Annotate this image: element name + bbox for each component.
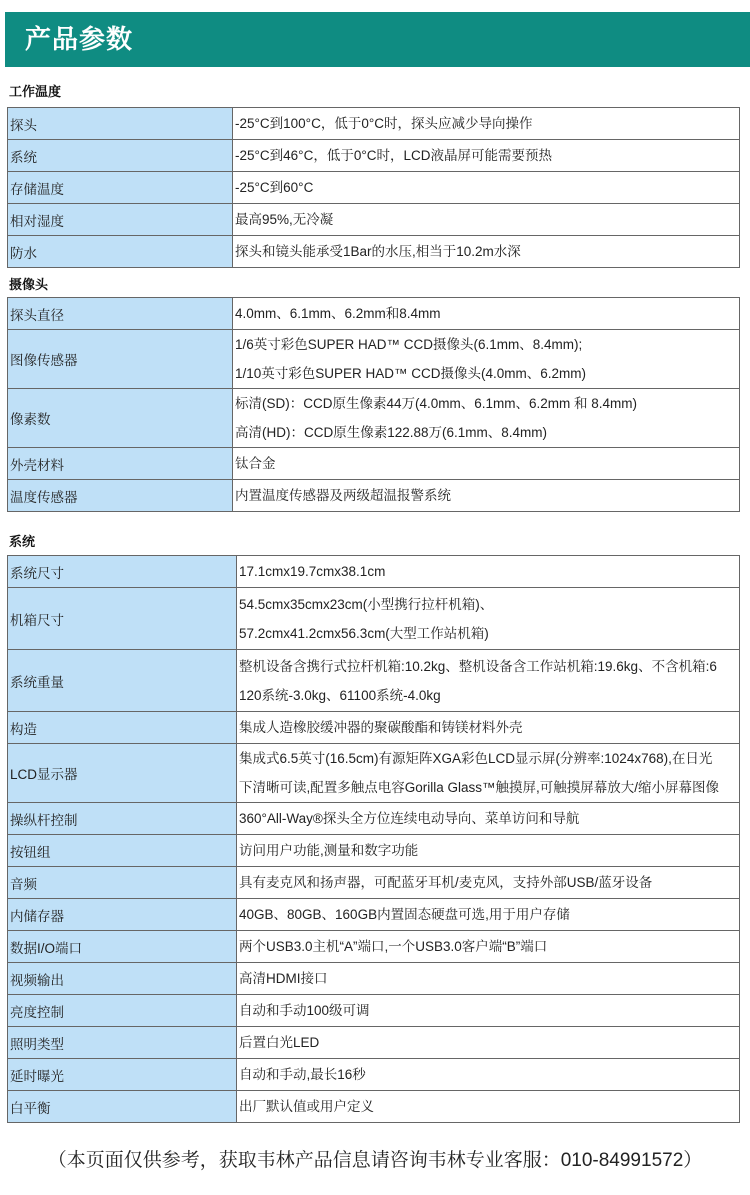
spec-value [237, 899, 740, 931]
spec-value [237, 650, 740, 712]
spec-value-line: -25°C到100°C，低于0°C时，探头应减少导向操作 [235, 116, 533, 131]
spec-value-line: 两个USB3.0主机“A”端口,一个USB3.0客户端“B”端口 [239, 939, 548, 954]
spec-value-line: 钛合金 [235, 456, 276, 471]
page-title: 产品参数 [25, 24, 134, 54]
table-row [8, 389, 740, 448]
spec-label: 音频 [8, 867, 237, 899]
spec-value-line: 40GB、80GB、160GB内置固态硬盘可选,用于用户存储 [239, 907, 570, 922]
spec-value-line: 高清(HD)：CCD原生像素122.88万(6.1mm、8.4mm) [235, 425, 548, 440]
spec-label: 白平衡 [8, 1091, 237, 1123]
spec-value-line: 访问用户功能,测量和数字功能 [239, 843, 419, 858]
spec-label: 探头直径 [8, 298, 233, 330]
spec-label: LCD显示器 [8, 744, 237, 803]
table-row [8, 108, 740, 140]
spec-value-line: 标清(SD)：CCD原生像素44万(4.0mm、6.1mm、6.2mm 和 8.4mm) [235, 396, 638, 411]
table-row [8, 140, 740, 172]
spec-value [237, 1091, 740, 1123]
table-row [8, 1027, 740, 1059]
spec-value [233, 298, 740, 330]
spec-value-line: 后置白光LED [239, 1035, 320, 1050]
table-row [8, 298, 740, 330]
table-row [8, 899, 740, 931]
table-row [8, 204, 740, 236]
header-banner [5, 12, 750, 67]
spec-table-camera [7, 297, 740, 512]
spec-label: 系统 [8, 140, 233, 172]
spec-value [237, 1027, 740, 1059]
spec-label: 操纵杆控制 [8, 803, 237, 835]
table-row [8, 1059, 740, 1091]
spec-value-line: 集成人造橡胶缓冲器的聚碳酸酯和铸镁材料外壳 [239, 720, 523, 735]
spec-label: 照明类型 [8, 1027, 237, 1059]
table-row [8, 448, 740, 480]
spec-value-line: -25°C到60°C [235, 180, 314, 195]
spec-value-line: 出厂默认值或用户定义 [239, 1099, 374, 1114]
table-row [8, 330, 740, 389]
table-row [8, 963, 740, 995]
table-row [8, 712, 740, 744]
section-title-work-temp: 工作温度 [9, 84, 62, 99]
spec-value [233, 108, 740, 140]
spec-label: 视频输出 [8, 963, 237, 995]
spec-value [233, 389, 740, 448]
spec-label: 机箱尺寸 [8, 588, 237, 650]
table-row [8, 556, 740, 588]
spec-label: 系统尺寸 [8, 556, 237, 588]
spec-value [237, 1059, 740, 1091]
spec-label: 图像传感器 [8, 330, 233, 389]
spec-label: 像素数 [8, 389, 233, 448]
table-row [8, 650, 740, 712]
table-row [8, 995, 740, 1027]
spec-value-line: 高清HDMI接口 [239, 971, 328, 986]
spec-label: 外壳材料 [8, 448, 233, 480]
spec-value [233, 140, 740, 172]
spec-value-line: 17.1cmx19.7cmx38.1cm [239, 564, 386, 579]
section-title-system: 系统 [9, 534, 36, 549]
spec-label: 温度传感器 [8, 480, 233, 512]
spec-label: 延时曝光 [8, 1059, 237, 1091]
spec-value-line: 1/6英寸彩色SUPER HAD™ CCD摄像头(6.1mm、8.4mm); [235, 337, 583, 352]
table-row [8, 867, 740, 899]
spec-value [237, 963, 740, 995]
spec-value [237, 556, 740, 588]
spec-value-line: 最高95%,无冷凝 [235, 212, 334, 227]
spec-label: 数据I/O端口 [8, 931, 237, 963]
spec-table-system [7, 555, 740, 1123]
spec-value-line: 120系统-3.0kg、61100系统-4.0kg [239, 687, 441, 703]
table-row [8, 803, 740, 835]
table-row [8, 172, 740, 204]
table-row [8, 588, 740, 650]
spec-value-line: 54.5cmx35cmx23cm(小型携行拉杆机箱)、 [239, 596, 494, 612]
table-row [8, 480, 740, 512]
table-row [8, 236, 740, 268]
spec-value-line: 57.2cmx41.2cmx56.3cm(大型工作站机箱) [239, 625, 489, 641]
spec-value [237, 835, 740, 867]
spec-value [233, 204, 740, 236]
spec-value [233, 448, 740, 480]
spec-value-line: 整机设备含携行式拉杆机箱:10.2kg、整机设备含工作站机箱:19.6kg、不含机箱:6 [239, 658, 717, 674]
table-row [8, 744, 740, 803]
spec-label: 亮度控制 [8, 995, 237, 1027]
footer-note: （本页面仅供参考，获取韦林产品信息请咨询韦林专业客服：010-84991572） [47, 1150, 703, 1171]
spec-value-line: 自动和手动100级可调 [239, 1003, 370, 1018]
spec-label: 探头 [8, 108, 233, 140]
spec-label: 构造 [8, 712, 237, 744]
spec-value [237, 712, 740, 744]
spec-value-line: 1/10英寸彩色SUPER HAD™ CCD摄像头(4.0mm、6.2mm) [235, 366, 587, 381]
spec-value [233, 480, 740, 512]
spec-value [233, 330, 740, 389]
spec-value [237, 803, 740, 835]
spec-value-line: 内置温度传感器及两级超温报警系统 [235, 488, 451, 503]
spec-value-line: -25°C到46°C，低于0°C时，LCD液晶屏可能需要预热 [235, 148, 552, 163]
spec-value-line: 探头和镜头能承受1Bar的水压,相当于10.2m水深 [235, 244, 521, 259]
spec-label: 系统重量 [8, 650, 237, 712]
spec-value [237, 744, 740, 803]
table-row [8, 835, 740, 867]
spec-value [233, 236, 740, 268]
spec-table-work-temp [7, 107, 740, 268]
spec-value-line: 集成式6.5英寸(16.5cm)有源矩阵XGA彩色LCD显示屏(分辨率:1024x768),在日光 [239, 751, 713, 766]
spec-value-line: 自动和手动,最长16秒 [239, 1067, 366, 1082]
spec-value-line: 具有麦克风和扬声器，可配蓝牙耳机/麦克风，支持外部USB/蓝牙设备 [239, 875, 653, 890]
spec-label: 防水 [8, 236, 233, 268]
spec-label: 按钮组 [8, 835, 237, 867]
spec-value-line: 360°All-Way®探头全方位连续电动导向、菜单访问和导航 [239, 811, 580, 826]
spec-value [237, 931, 740, 963]
spec-value-line: 下清晰可读,配置多触点电容Gorilla Glass™触摸屏,可触摸屏幕放大/缩小屏幕图像 [239, 780, 720, 795]
spec-value [237, 867, 740, 899]
spec-value [237, 995, 740, 1027]
section-title-camera: 摄像头 [9, 277, 49, 292]
table-row [8, 931, 740, 963]
spec-value [237, 588, 740, 650]
spec-label: 存储温度 [8, 172, 233, 204]
spec-label: 相对湿度 [8, 204, 233, 236]
spec-value-line: 4.0mm、6.1mm、6.2mm和8.4mm [235, 306, 441, 321]
spec-value [233, 172, 740, 204]
table-row [8, 1091, 740, 1123]
spec-label: 内储存器 [8, 899, 237, 931]
